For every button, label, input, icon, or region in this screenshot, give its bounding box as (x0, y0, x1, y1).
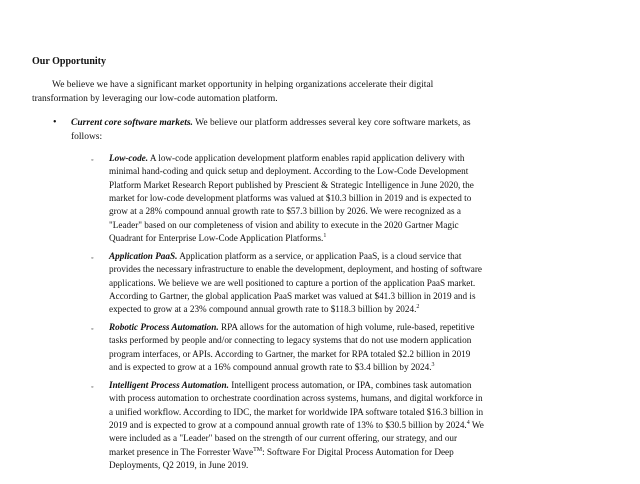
item-text: RPA allows for the automation of high volume, rule-based, repetitive (218, 322, 475, 332)
footnote-ref: 1 (323, 233, 327, 240)
item-line: were included as a "Leader" based on the strength of our current offering, our strategy, and our (109, 433, 458, 444)
item-line (109, 379, 609, 392)
section-heading: Our Opportunity (32, 56, 106, 67)
item-line: Deployments, Q2 2019, in June 2019. (109, 460, 249, 471)
item-text: We (469, 420, 484, 431)
item-line: "Leader" based on our completeness of vision and ability to execute in the 2020 Gartner Magic (109, 219, 459, 230)
item-line (109, 361, 609, 374)
item-line: minimal hand-coding and quick setup and deployment. According to the Low-Code Development (109, 166, 469, 177)
sub-bullet-marker: ◦ (91, 325, 94, 333)
item-line (109, 152, 609, 165)
item-text: expected to grow at a 23% compound annual growth rate to $118.3 billion by 2024. (109, 304, 417, 315)
list-item-application-paas (109, 250, 609, 317)
list-item-low-code (109, 152, 609, 245)
item-line: with process automation to orchestrate coordination across systems, humans, and digital workforce in (109, 393, 483, 404)
item-line (109, 321, 609, 334)
item-line: provides the necessary infrastructure to enable the development, deployment, and hosting of software (109, 264, 482, 275)
intro-paragraph (32, 78, 592, 106)
item-line (109, 446, 609, 459)
item-text: A low-code application development platform enables rapid application delivery with (148, 153, 465, 163)
bullet-text: We believe our platform addresses several key core software markets, as (192, 118, 471, 128)
bullet-marker: • (53, 117, 57, 128)
item-text: 2019 and is expected to grow at a compound annual growth rate of 13% to $30.5 billion by 2024. (109, 420, 467, 431)
list-item-rpa (109, 321, 609, 374)
bullet-core-markets (71, 116, 591, 144)
item-text: Application platform as a service, or application PaaS, is a cloud service that (177, 251, 462, 261)
item-line: Platform Market Research Report published by Prescient & Strategic Intelligence in June 2020, the (109, 179, 474, 190)
item-line: According to Gartner, the global application PaaS market was valued at $41.3 billion in 2019 and is (109, 291, 476, 302)
item-line (109, 303, 609, 316)
trademark-mark: TM (253, 446, 263, 453)
bullet-lead: Current core software markets. (71, 118, 193, 128)
footnote-ref: 4 (466, 420, 470, 427)
item-line: applications. We believe we are well positioned to capture a portion of the application PaaS market. (109, 277, 476, 288)
item-line: program interfaces, or APIs. According to Gartner, the market for RPA totaled $2.2 billion in 2019 (109, 348, 471, 359)
item-line: tasks performed by people and/or connecting to legacy systems that do not use modern application (109, 335, 472, 346)
item-text: and is expected to grow at a 16% compound annual growth rate to $3.4 billion by 2024. (109, 362, 432, 373)
item-lead: Robotic Process Automation. (109, 322, 219, 332)
item-text: Quadrant for Enterprise Low-Code Application Platforms. (109, 233, 324, 244)
item-line (109, 232, 609, 245)
item-lead: Application PaaS. (109, 251, 178, 261)
sub-bullet-marker: ◦ (91, 254, 94, 262)
item-line: grow at a 28% compound annual growth rate to $57.3 billion by 2026. We were recognized as a (109, 206, 461, 217)
bullet-line: follows: (71, 132, 103, 142)
intro-line: We believe we have a significant market opportunity in helping organizations accelerate their digital (52, 80, 434, 90)
item-lead: Low-code. (109, 153, 149, 163)
item-lead: Intelligent Process Automation. (109, 380, 229, 390)
sub-bullet-marker: ◦ (91, 156, 94, 164)
item-line: market for low-code development platforms was valued at $10.3 billion in 2019 and is expected to (109, 193, 472, 204)
intro-line: transformation by leveraging our low-code automation platform. (32, 94, 278, 104)
item-line (109, 250, 609, 263)
footnote-ref: 2 (416, 304, 420, 311)
item-line: a unified workflow. According to IDC, the market for worldwide IPA software totaled $16.3 billion in (109, 406, 484, 417)
list-item-ipa (109, 379, 609, 472)
item-text: market presence in The Forrester Wave (109, 446, 254, 457)
item-text: Intelligent process automation, or IPA, combines task automation (228, 380, 472, 390)
item-line (109, 419, 609, 432)
item-text: : Software For Digital Process Automation for Deep (262, 446, 454, 457)
bullet-line (71, 116, 591, 130)
sub-bullet-marker: ◦ (91, 383, 94, 391)
footnote-ref: 3 (431, 362, 435, 369)
